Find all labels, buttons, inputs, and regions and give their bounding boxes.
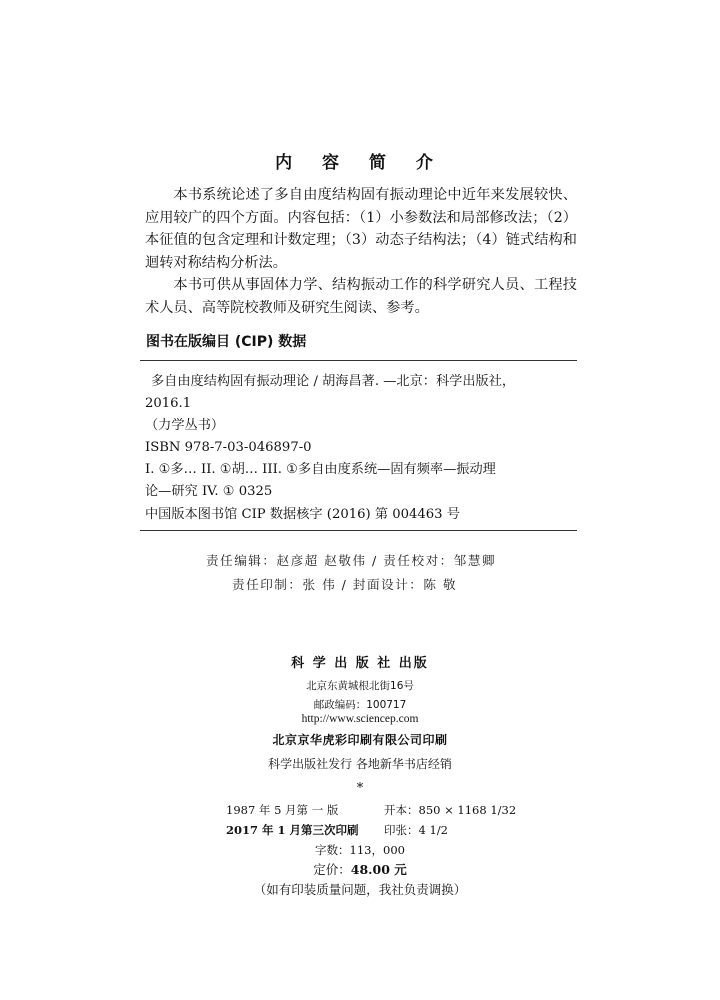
edition-info: 1987 年 5 月第 一 版: [226, 803, 339, 817]
cip-line-1: 多自由度结构固有振动理论 / 胡海昌著. —北京：科学出版社，: [151, 374, 516, 389]
cip-line-4: ISBN 978-7-03-046897-0: [145, 440, 312, 455]
printing-info: 2017 年 1 月第三次印刷: [226, 823, 359, 837]
publisher-address: 北京东黄城根北街16号: [306, 680, 414, 692]
staff-line-1: 责任编辑：赵彦超 赵敬伟 / 责任校对：邹慧卿: [206, 553, 497, 568]
format-info: 开本：850 × 1168 1/32: [384, 803, 517, 817]
price-value: 48.00 元: [350, 862, 407, 877]
quality-notice: （如有印装质量问题，我社负责调换）: [253, 882, 467, 897]
summary-paragraph-2: 本书可供从事固体力学、结构振动工作的科学研究人员、工程技术人员、高等院校教师及研究生阅读、参考。: [145, 277, 577, 316]
word-count: 字数：113，000: [315, 843, 405, 857]
separator-asterisk: *: [356, 781, 364, 796]
distribution-info: 科学出版社发行 各地新华书店经销: [268, 757, 452, 771]
cip-top-rule: [140, 360, 577, 361]
cip-bottom-rule: [140, 530, 577, 531]
publisher-postcode: 邮政编码：100717: [313, 699, 407, 711]
cip-heading: 图书在版编目 (CIP) 数据: [146, 334, 307, 350]
cip-line-5: I. ①多… II. ①胡… III. ①多自由度系统—固有频率—振动理: [145, 462, 496, 477]
sheets-info: 印张：4 1/2: [384, 823, 448, 837]
cip-line-6: 论—研究 IV. ① 0325: [145, 484, 273, 499]
cip-record: [145, 371, 577, 503]
price: [0, 860, 720, 878]
summary-paragraph-1: 本书系统论述了多自由度结构固有振动理论中近年来发展较快、应用较广的四个方面。内容包括：（1）小参数法和局部修改法；（2）本征值的包含定理和计数定理；（3）动态子结构法；（4）链式结构和迴转对称结构分析法。: [145, 187, 577, 271]
price-label: 定价：: [313, 862, 351, 877]
summary-body: [145, 184, 577, 319]
publisher-name: 科 学 出 版 社 出版: [291, 656, 429, 671]
publisher-url: http://www.sciencep.com: [301, 713, 419, 725]
printer-name: 北京京华虎彩印刷有限公司印刷: [272, 733, 448, 747]
summary-heading: 内 容 简 介: [275, 153, 445, 173]
cip-data-number: 中国版本图书馆 CIP 数据核字 (2016) 第 004463 号: [145, 507, 460, 522]
cip-line-3: （力学丛书）: [145, 418, 225, 433]
cip-line-2: 2016.1: [145, 396, 192, 411]
staff-line-2: 责任印制：张 伟 / 封面设计：陈 敬: [232, 577, 458, 592]
